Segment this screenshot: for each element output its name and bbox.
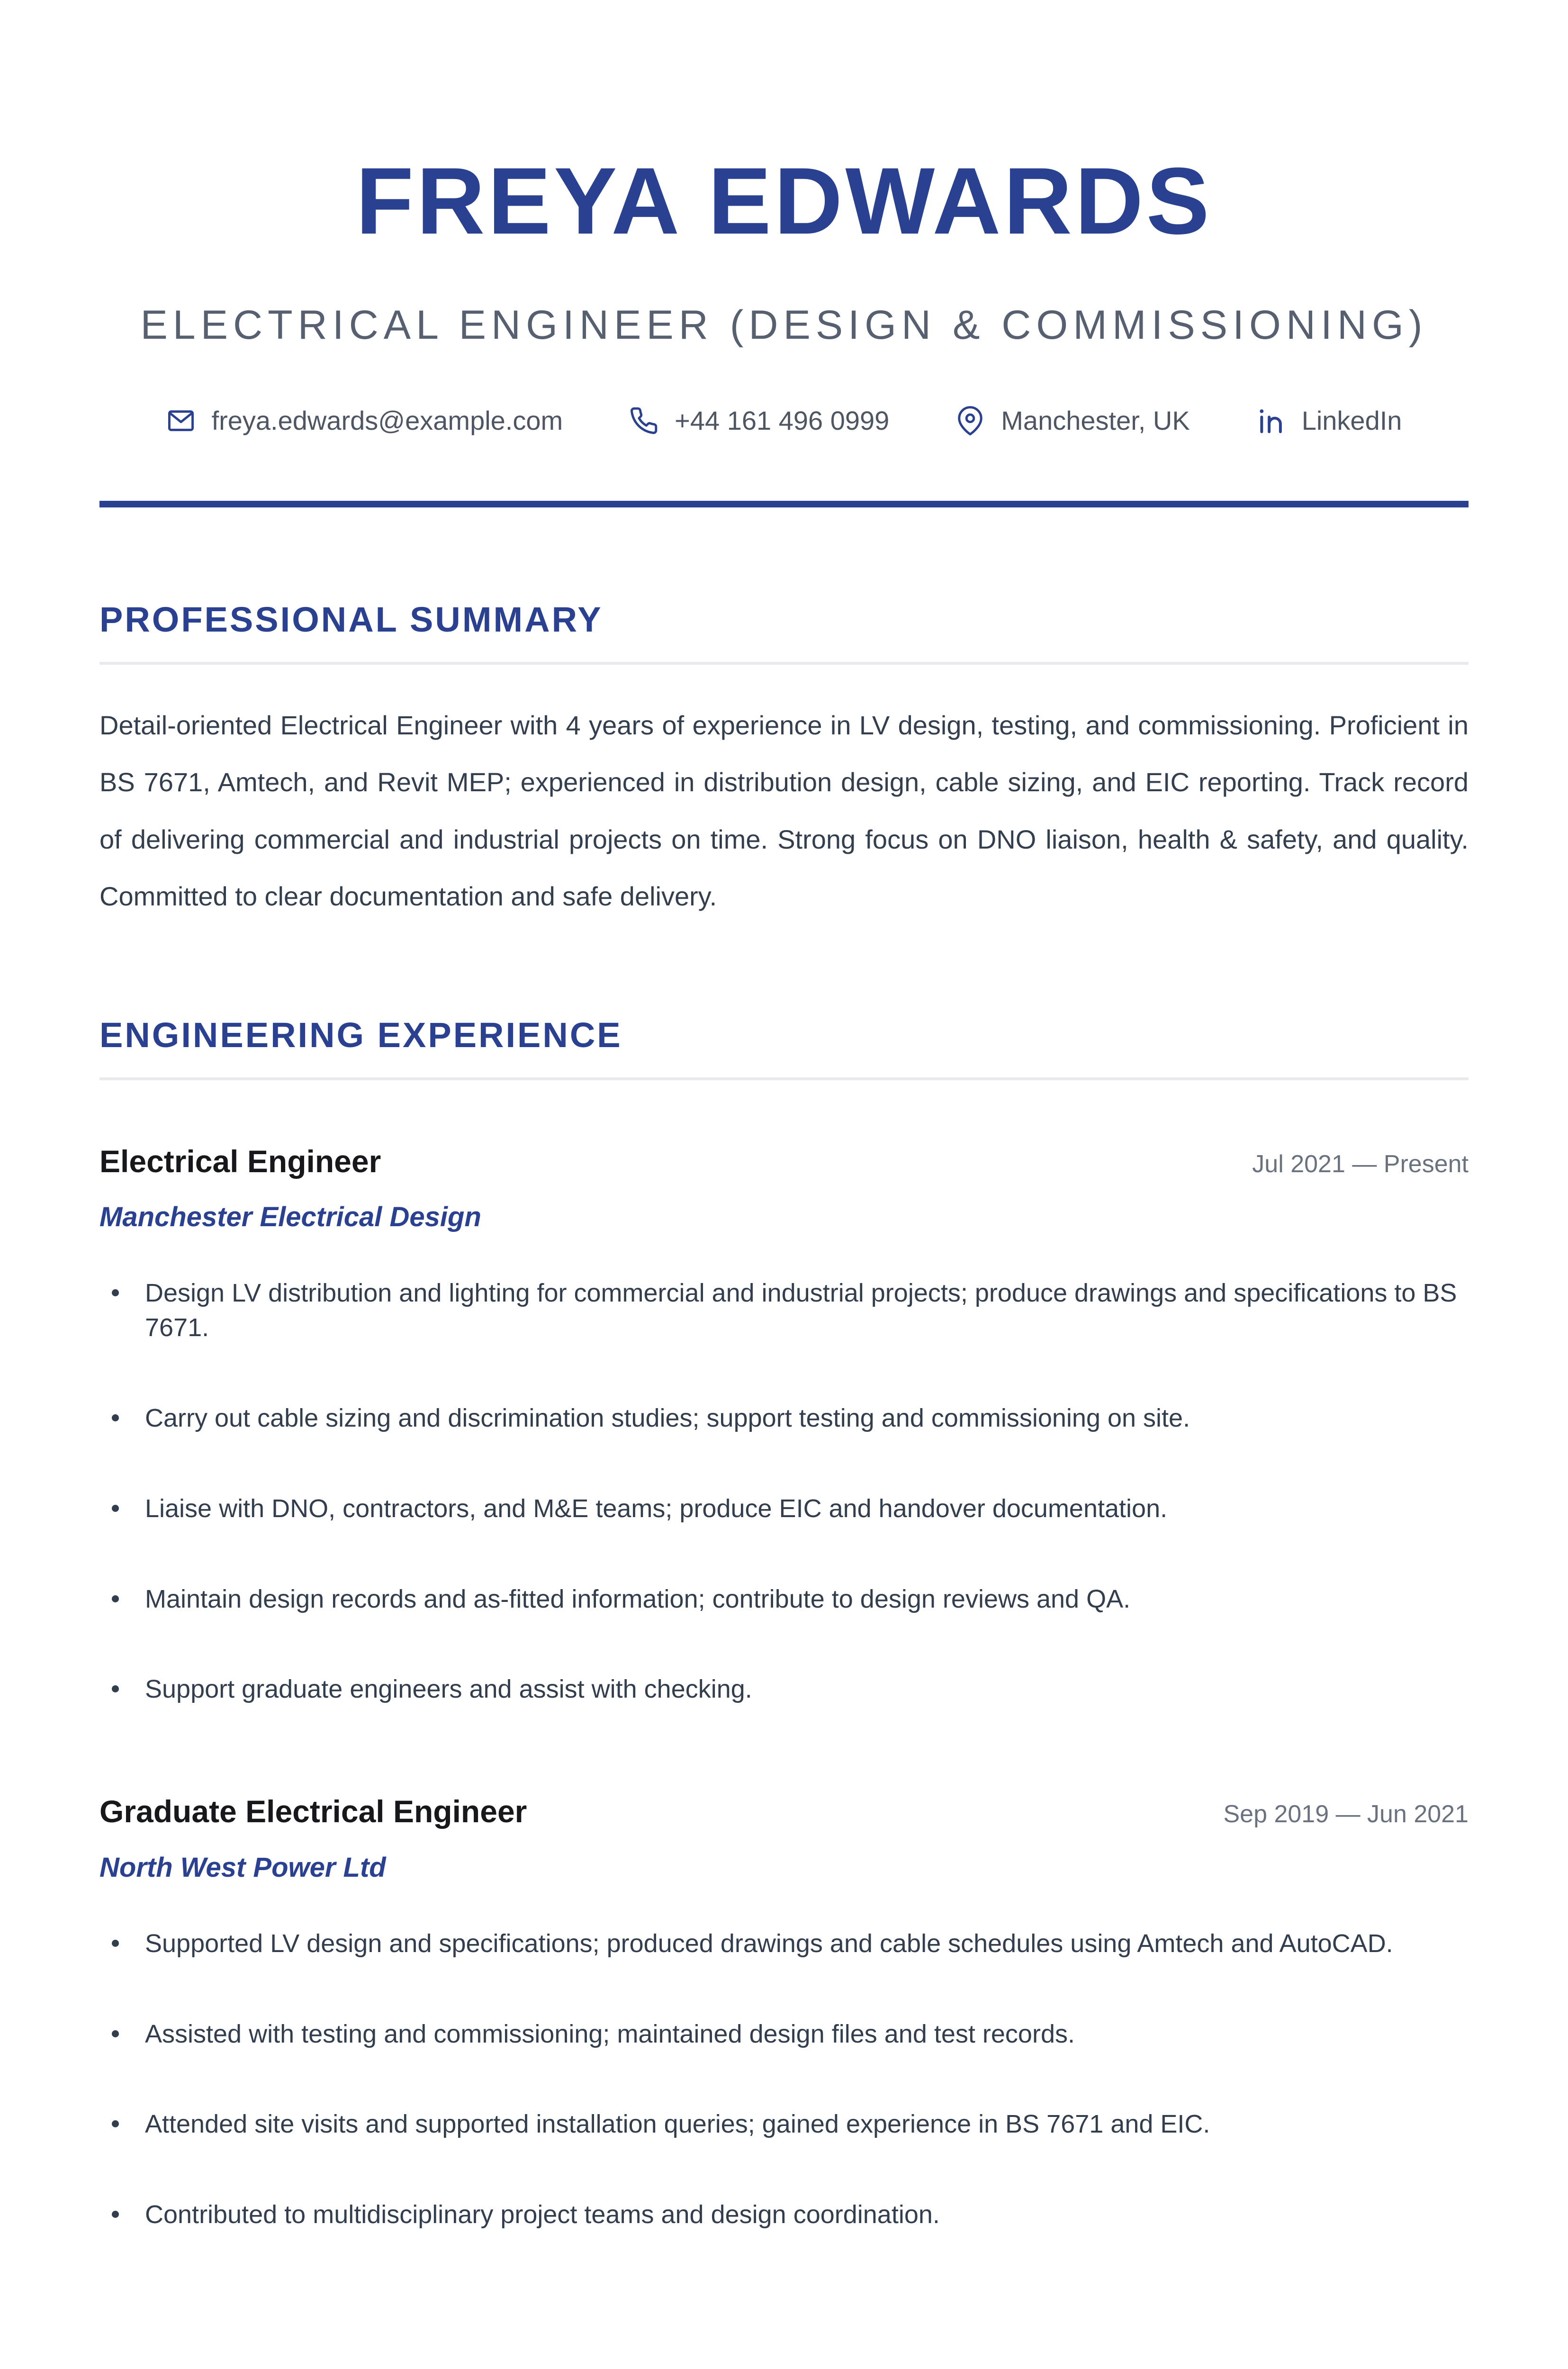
contact-linkedin[interactable] <box>1256 406 1402 435</box>
summary-heading: PROFESSIONAL SUMMARY <box>99 600 603 639</box>
job-dates: Jul 2021 — Present <box>1252 1150 1469 1178</box>
contact-email[interactable] <box>166 406 563 435</box>
summary-section <box>99 602 1469 925</box>
contact-location[interactable] <box>955 406 1190 435</box>
phone-icon <box>629 406 658 435</box>
job-title-row <box>99 1794 1469 1829</box>
candidate-name: FREYA EDWARDS <box>356 148 1212 254</box>
job-bullet-list <box>99 1276 1469 1707</box>
linkedin-icon <box>1256 406 1286 435</box>
job-bullet: Design LV distribution and lighting for commercial and industrial projects; produce drawings and specifications to BS 7671. <box>99 1276 1469 1345</box>
contact-email-label: freya.edwards@example.com <box>211 406 563 435</box>
job-company: Manchester Electrical Design <box>99 1202 481 1233</box>
contact-phone[interactable] <box>629 406 889 435</box>
job-bullet: Supported LV design and specifications; produced drawings and cable schedules using Amtech and AutoCAD. <box>99 1926 1469 1961</box>
experience-heading: ENGINEERING EXPERIENCE <box>99 1015 622 1055</box>
contact-phone-label: +44 161 496 0999 <box>675 406 890 435</box>
experience-section <box>99 1015 1469 2233</box>
job-bullet: Maintain design records and as-fitted information; contribute to design reviews and QA. <box>99 1582 1469 1617</box>
header-divider <box>99 501 1469 507</box>
job-dates: Sep 2019 — Jun 2021 <box>1223 1800 1469 1828</box>
summary-divider <box>99 662 1469 665</box>
job-company: North West Power Ltd <box>99 1852 386 1883</box>
location-pin-icon <box>955 406 985 435</box>
job-bullet: Carry out cable sizing and discrimination studies; support testing and commissioning on site. <box>99 1401 1469 1436</box>
job-bullet: Support graduate engineers and assist with checking. <box>99 1672 1469 1707</box>
contact-location-label: Manchester, UK <box>1001 406 1190 435</box>
job-title: Electrical Engineer <box>99 1143 381 1179</box>
job-bullet: Assisted with testing and commissioning; maintained design files and test records. <box>99 2017 1469 2052</box>
job-title-row <box>99 1144 1469 1179</box>
resume-header <box>99 148 1469 507</box>
contact-row <box>99 406 1469 435</box>
envelope-icon <box>166 406 196 435</box>
job-bullet-list <box>99 1926 1469 2233</box>
summary-text: Detail-oriented Electrical Engineer with 4 years of experience in LV design, testing, and commissioning. Proficient in BS 7671, Amtech, and Revit MEP; experienced in distribution design, cable sizing, and EIC reporting. Track record of delivering commercial and industrial projects on time. Strong focus on DNO liaison, health & safety, and quality. Committed to clear documentation and safe delivery. <box>99 710 1469 912</box>
contact-linkedin-label: LinkedIn <box>1301 406 1402 435</box>
job-title: Graduate Electrical Engineer <box>99 1794 527 1829</box>
job-entry <box>99 1144 1469 1707</box>
job-bullet: Contributed to multidisciplinary project teams and design coordination. <box>99 2197 1469 2232</box>
job-bullet: Liaise with DNO, contractors, and M&E teams; produce EIC and handover documentation. <box>99 1492 1469 1526</box>
job-bullet: Attended site visits and supported installation queries; gained experience in BS 7671 and EIC. <box>99 2107 1469 2142</box>
job-entry <box>99 1794 1469 2232</box>
candidate-headline: ELECTRICAL ENGINEER (DESIGN & COMMISSIONING) <box>140 302 1428 348</box>
experience-divider <box>99 1077 1469 1080</box>
